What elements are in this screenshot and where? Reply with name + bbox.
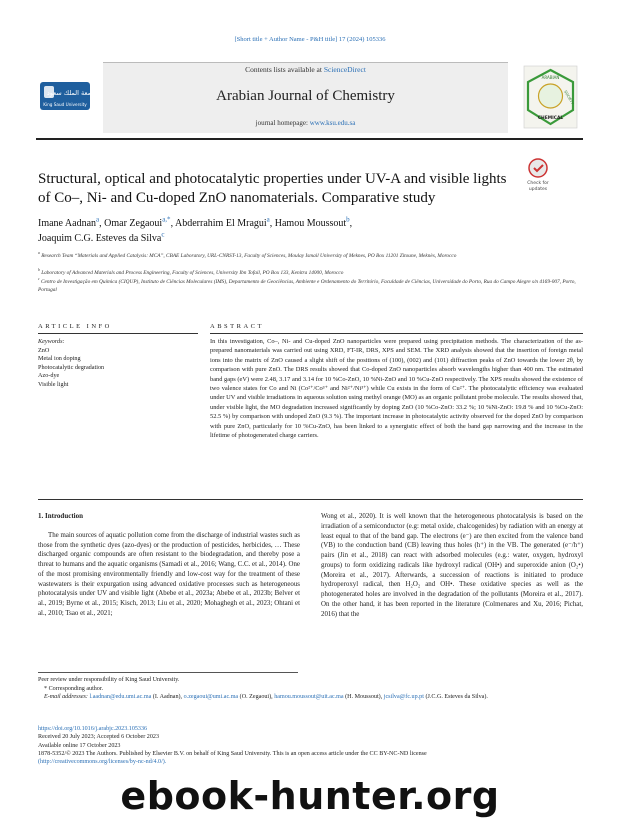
author-list: Imane Aadnan$^a$, Omar Zegaoui$^{a,*}$, Abderrahim El Mragui$^a$, Hamou Moussout$^b$, Joaquim C.G. Esteves da Silva$^c$ xyxy=(38,215,353,244)
keyword: Photocatalytic degradation xyxy=(38,363,105,371)
keyword: Azo-dye xyxy=(38,372,60,380)
keyword: Metal ion doping xyxy=(38,355,81,363)
peer-review-note: Peer review under responsibility of King Saud University. xyxy=(38,677,180,683)
author-affil-sup[interactable]: c xyxy=(161,230,165,239)
logo-arabic-text: جامعة الملك سعود xyxy=(46,89,94,97)
logo-english-text: King Saud University xyxy=(43,102,87,107)
article-info-heading: ARTICLE INFO xyxy=(38,323,112,330)
keyword: ZnO xyxy=(38,346,50,354)
article-info-rule xyxy=(38,333,198,334)
check-label-2: updates xyxy=(528,187,548,192)
logo-bottom-text: CHEMICAL xyxy=(537,116,564,121)
intro-paragraph-left: The main sources of aquatic pollution come from the discharge of industrial wastes such as those from the synthetic dyes (azo-dyes) or the production of pesticides, herbicides, … These discharged organic compounds are often resistant to the biodegradation, and thereby pose a threat to humans and the aquatic organisms (Samadi et al., 2016; Wang, C.C. et al., 2014). One of the most promising environmentally friendly and low-cost way for the treatment of these wastewaters is their expurgation using advanced oxidative processes such as heterogeneous photocatalysis under UV and visible light (Abebe et al., 2023a; Abebe et al., 2023b; Belver et al., 2019; Byrne et al., 2015; Kisch, 2013; Liu et al., 2020; Mohaghegh et al., 2023; Ohtani et al., 2010; Tsao et al., 2021; xyxy=(38,531,300,617)
affiliation-c: $^c$ Centro de Investigação em Química (CIQUP), Instituto de Ciências Moleculares (IMS), Departamento de Geociências, Ambiente e Ordenamento do Território, Faculdade de Ciências, Universidade do Porto, Rua do Campo Alegre s/n 4169-007, Porto, Portugal xyxy=(38,277,576,293)
publication-info xyxy=(38,725,583,766)
sciencedirect-link[interactable]: ScienceDirect xyxy=(323,65,366,74)
contents-line: Contents lists available at ScienceDirect xyxy=(245,65,366,74)
check-for-updates-button[interactable] xyxy=(520,156,556,192)
journal-homepage: journal homepage: www.ksu.edu.sa xyxy=(255,119,356,127)
online-date: Available online 17 October 2023 xyxy=(38,742,121,749)
doi-link[interactable]: https://doi.org/10.1016/j.arabjc.2023.105336 xyxy=(38,726,148,732)
footnotes xyxy=(38,676,583,702)
article-title: Structural, optical and photocatalytic properties under UV-A and visible lights of Co–, Ni- and Cu-doped ZnO nanomaterials. Comparative study xyxy=(38,171,507,206)
received-dates: Received 20 July 2023; Accepted 6 October 2023 xyxy=(38,734,159,741)
author-affil-sup[interactable]: a xyxy=(96,215,100,224)
affiliation-b: $^b$ Laboratory of Advanced Materials and Process Engineering, Faculty of Sciences, University Ibn Tofail, PO Box 133, Kenitra 14000, Morocco xyxy=(38,268,344,276)
copyright-line: 1878-5352/© 2023 The Authors. Published by Elsevier B.V. on behalf of King Saud University. This is an open access article under the CC BY-NC-ND license xyxy=(38,750,427,757)
email-link[interactable]: l.aadnan@edu.umi.ac.ma xyxy=(89,694,152,700)
intro-left-column xyxy=(38,512,300,619)
author-name[interactable]: Omar Zegaoui xyxy=(104,218,163,229)
keywords-block xyxy=(38,338,198,390)
author-affil-sup[interactable]: b xyxy=(346,215,350,224)
author-name[interactable]: Joaquim C.G. Esteves da Silva xyxy=(38,233,162,244)
journal-header xyxy=(103,62,508,133)
corresponding-note: * Corresponding author. xyxy=(44,685,104,692)
email-link[interactable]: jcsilva@fc.up.pt xyxy=(383,694,424,700)
logo-side-text: SOCIETY xyxy=(563,89,575,106)
footnote-rule xyxy=(38,672,298,673)
logo-top-text: ARABIAN xyxy=(541,75,560,80)
affiliation-a: $^a$ Research Team “Materials and Applied Catalysis: MCA”, CBAE Laboratory, URL-CNRST-13, Faculty of Sciences, Moulay Ismail University of Meknes, PO Box 11201 Zitoune, Meknès, Morocco xyxy=(38,251,457,259)
intro-right-column xyxy=(321,512,583,619)
journal-name: Arabian Journal of Chemistry xyxy=(216,88,395,104)
abstract-bottom-rule xyxy=(38,499,583,500)
intro-heading: 1. Introduction xyxy=(38,512,83,520)
license-link[interactable]: (http://creativecommons.org/licenses/by-nc-nd/4.0/). xyxy=(38,759,167,766)
author-name[interactable]: Imane Aadnan xyxy=(38,218,97,229)
author-affil-sup[interactable]: a xyxy=(266,215,270,224)
author-name[interactable]: Abderrahim El Mragui xyxy=(175,218,267,229)
keyword: Visible light xyxy=(38,380,69,388)
watermark-text: ebook-hunter.org xyxy=(120,774,500,818)
running-header[interactable]: [Short title + Author Name - P&H title] 17 (2024) 105336 xyxy=(234,36,386,43)
keywords-label: Keywords: xyxy=(38,338,65,345)
author-affil-sup[interactable]: a,* xyxy=(162,215,171,224)
header-rule xyxy=(36,138,583,140)
king-saud-university-logo xyxy=(36,62,94,132)
email-link[interactable]: o.zegaoui@umi.ac.ma xyxy=(183,694,239,700)
abstract-text: In this investigation, Co–, Ni- and Cu-doped ZnO nanoparticles were prepared using precipitation methods. The characterization of the as-prepared nanomaterials was carried out using XRD, FT-IR, DRS, XPS and SEM. The XRD analysis showed that the insertion of foreign metal ions into the matrix of ZnO caused a slight shift of the positions of (100), (002) and (101) diffraction peaks of ZnO towards the lower 2θ, by comparison with pure ZnO. The DRS results showed that Co-doped ZnO nanoparticles absorb wavelengths higher than 400 nm. The estimated band gaps (eV) were 2.48, 3.17 and 3.14 for 10 %Co-ZnO, 10 %Ni-ZnO and 10 %Cu-ZnO respectively. The XPS results showed the existence of two valence states for Co and Ni (Co²⁺/Co³⁺ and Ni²⁺/Ni³⁺) while Cu exists in the form of Cu²⁺. The photocatalytic efficiency was evaluated under UV and visible irradiations in aqueous solution using methyl orange (MO) as an organic pollutant probe molecule. The results showed that, under visible light, the MO degradation increased significantly by doping ZnO (10 %Co-ZnO: 33.2 %; 10 %Ni-ZnO: 19.8 % and 10 %Cu-ZnO: 52.5 %) by comparison with undoped ZnO (9.3 %). The important increase in photocatalytic activity observed for the doped ZnO by comparison with pure ZnO, particularly for 10 %Cu-ZnO, has been linked to a synergistic effect of both the band gap narrowing and the increase in the lifetime of photogenerated charge carriers. xyxy=(210,338,583,440)
check-label-1: Check for xyxy=(527,181,549,186)
abstract-rule xyxy=(210,333,583,334)
author-name[interactable]: Hamou Moussout xyxy=(274,218,347,229)
homepage-link[interactable]: www.ksu.edu.sa xyxy=(309,119,356,127)
intro-paragraph-right: Wong et al., 2020). It is well known that the heterogeneous photocatalysis is based on the irradiation of a semiconductor (e.g: metal oxide, chalcogenides) by radiation with an energy at least equal to that of the band gap. The electrons (e⁻) are then excited from the valence band (VB) to the conduction band (CB) leaving thus holes (h⁺) in the VB. The generated (e⁻/h⁺) pairs (Jin et al., 2018) can react with adsorbed molecules (e.g.: water, oxygen, hydroxyl groups) to form oxidizing radicals like hydroxyl radical (OH•) and superoxide anion (O₂•) (Moreira et al., 2017). Afterwards, a succession of reactions is initiated to produce hydroperoxyl radical, then H₂O₂ and OH•. These oxidative species as well as the photogenerated holes are involved in the degradation of the pollutants (Moreira et al., 2017). On the other hand, it has been reported in the literature (Colmenares and Xu, 2016; Pichat, 2016) that the xyxy=(321,513,583,618)
abstract-heading: ABSTRACT xyxy=(210,323,264,330)
email-line: E-mail addresses: l.aadnan@edu.umi.ac.ma (I. Aadnan), o.zegaoui@umi.ac.ma (O. Zegaoui), hamou.moussout@uit.ac.ma (H. Moussout), jcsilva@fc.up.pt (J.C.G. Esteves da Silva). xyxy=(44,694,488,700)
email-link[interactable]: hamou.moussout@uit.ac.ma xyxy=(274,694,344,700)
arabian-chemical-society-logo xyxy=(518,62,583,132)
